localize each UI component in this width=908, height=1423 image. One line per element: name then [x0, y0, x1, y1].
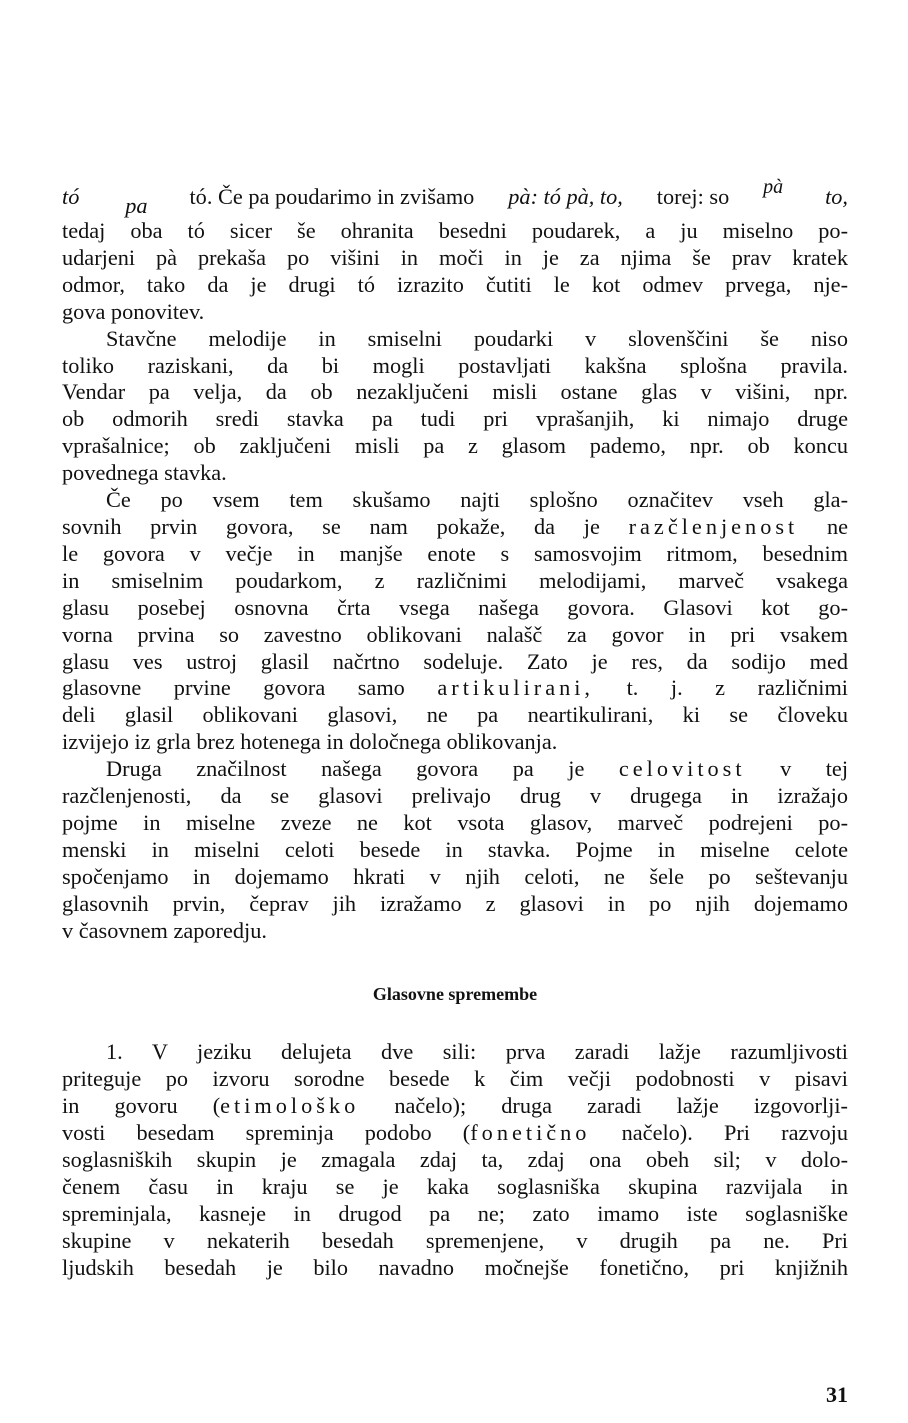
text-fragment: sovnih prvin govora, se nam pokaže, da je [62, 513, 600, 539]
text-line: v časovnem zaporedju. [62, 917, 267, 943]
text-line: spreminjala, kasneje in drugod pa ne; zato imamo iste soglasniške [62, 1200, 848, 1226]
spaced-term: razčlenjenost [628, 513, 799, 539]
text-fragment: tó. Če pa poudarimo in zvišamo [189, 184, 475, 209]
text-line: menski in miselni celoti besede in stavka. Pojme in miselne celote [62, 836, 848, 862]
text-fragment: Druga značilnost našega govora pa je [106, 756, 585, 782]
text-fragment: pà: tó pà, to, [508, 184, 623, 209]
text-fragment: in govoru ( [62, 1093, 221, 1119]
text-line: glasu posebej osnovna črta vsega našega govora. Glasovi kot go- [62, 594, 848, 620]
section-heading: Glasovne spremembe [372, 984, 538, 1005]
text-fragment: vosti besedam spreminja podobo ( [62, 1120, 471, 1146]
text-line: vprašalnice; ob zaključeni misli pa z glasom pademo, npr. ob koncu [62, 433, 848, 459]
text-line: soglasniških skupin je zmagala zdaj ta, zdaj ona obeh sil; v dolo- [62, 1147, 848, 1173]
text-line: udarjeni pà prekaša po višini in moči in je za njima še prav kratek [62, 244, 848, 270]
page-number: 31 [826, 1382, 848, 1407]
text-line: čenem času in kraju se je kaka soglasniška skupina razvijala in [62, 1174, 848, 1199]
text-fragment: t. j. z različnimi [626, 675, 848, 701]
text-line: pojme in miselne zveze ne kot vsota glasov, marveč podrejeni po- [62, 809, 848, 835]
spaced-term: fonetično [470, 1120, 591, 1146]
text-line: glasu ves ustroj glasil načrtno sodeluje. Zato je res, da sodijo med [62, 648, 848, 674]
text-line: Stavčne melodije in smiselni poudarki v slovenščini še niso [106, 325, 848, 351]
text-fragment: načelo); druga zaradi lažje izgovorlji- [394, 1093, 848, 1119]
text-line: povednega stavka. [62, 460, 227, 486]
spaced-term: etimološko [220, 1093, 360, 1119]
text-fragment: načelo). Pri razvoju [621, 1120, 848, 1146]
text-fragment: ne [826, 513, 849, 539]
text-line: ob odmorih sredi stavka pa tudi pri vprašanjih, ki nimajo druge [62, 406, 848, 432]
text-line: deli glasil oblikovani glasovi, ne pa neartikulirani, ki se človeku [62, 702, 848, 728]
text-line: izvijejo iz grla brez hotenega in določnega oblikovanja. [62, 729, 558, 755]
text-line: Vendar pa velja, da ob nezaključeni misli ostane glas v višini, npr. [62, 379, 848, 405]
text-line: le govora v večje in manjše enote s samosvojim ritmom, besednim [62, 540, 848, 566]
text-line [62, 514, 848, 541]
spaced-term: celovitost [618, 756, 746, 782]
paragraph-5 [62, 1039, 848, 1281]
text-line: spočenjamo in dojemamo hkrati v njih celoti, ne šele po seštevanju [62, 863, 848, 889]
text-line: toliko raziskani, da bi mogli postavljati kakšna splošna pravila. [62, 352, 848, 378]
text-line: 1. V jeziku delujeta dve sili: prva zaradi lažje razumljivosti [106, 1039, 848, 1065]
superscript-pa: pà [763, 176, 784, 198]
text-fragment: torej: so [656, 184, 730, 209]
text-line: glasovnih prvin, čeprav jih izražamo z glasovi in po njih dojemamo [62, 890, 848, 916]
text-fragment: tó [62, 184, 80, 209]
text-line: Če po vsem tem skušamo najti splošno označitev vseh gla- [106, 487, 848, 513]
text-line: in smiselnim poudarkom, z različnimi melodijami, marveč vsakega [62, 567, 848, 593]
subscript-pa: pa [125, 193, 148, 218]
text-line [62, 1120, 848, 1147]
text-line: ljudskih besedah je bilo navadno močnejše fonetično, pri knjižnih [62, 1254, 848, 1280]
spaced-term: artikulirani, [437, 675, 595, 701]
text-line: gova ponovitev. [62, 298, 205, 324]
paragraph-2 [62, 326, 848, 487]
page-body [62, 176, 849, 1282]
text-line [62, 1093, 848, 1120]
text-line: skupine v nekaterih besedah spremenjene, v drugih pa ne. Pri [62, 1227, 848, 1253]
text-line [62, 675, 848, 702]
text-fragment: to, [825, 184, 848, 209]
text-line: vorna prvina so zavestno oblikovani nalašč za govor in pri vsakem [62, 621, 848, 647]
text-line: razčlenjenosti, da se glasovi prelivajo drug v drugega in izražajo [62, 783, 848, 809]
text-fragment: glasovne prvine govora samo [62, 675, 405, 701]
text-line: tedaj oba tó sicer še ohranita besedni poudarek, a ju miselno po- [62, 218, 848, 243]
text-fragment: v tej [780, 756, 849, 782]
first-line [62, 176, 848, 218]
paragraph-3 [62, 487, 848, 756]
paragraph-1 [62, 218, 848, 326]
paragraph-4 [62, 756, 848, 944]
text-line: priteguje po izvoru sorodne besede k čim večji podobnosti v pisavi [62, 1066, 848, 1092]
text-line [62, 756, 848, 783]
text-line: odmor, tako da je drugi tó izrazito čutiti le kot odmev prvega, nje- [62, 271, 848, 297]
